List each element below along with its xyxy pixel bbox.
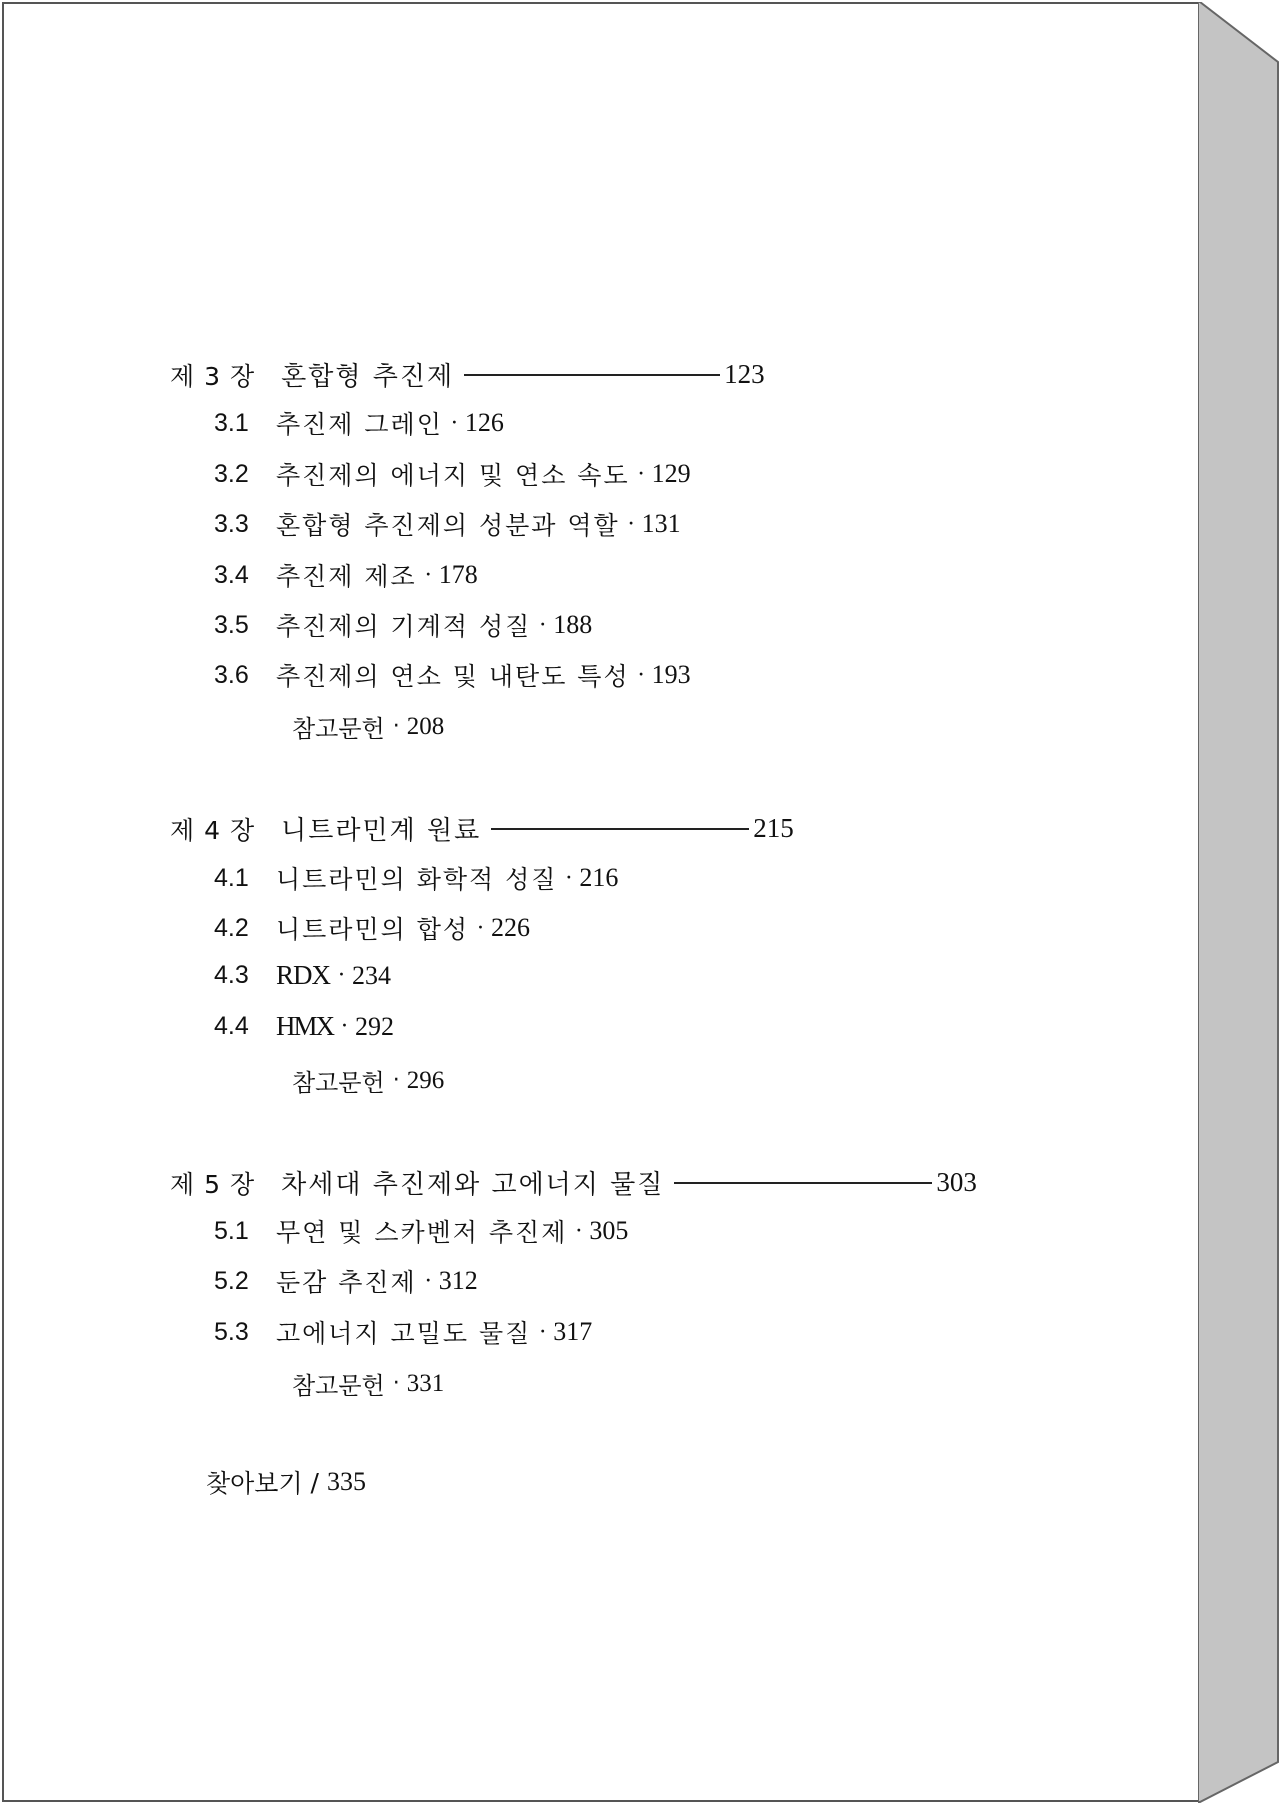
section-title: RDX — [276, 960, 331, 990]
dot-separator: · — [539, 612, 547, 638]
dot-separator: · — [392, 1068, 400, 1093]
section-number: 4.3 — [214, 961, 249, 989]
section-page: 188 — [553, 610, 593, 639]
section-title: 추진제 그레인 — [276, 410, 443, 439]
section-page: 131 — [641, 509, 681, 538]
section-5-3[interactable] — [214, 1314, 592, 1350]
section-number: 3.5 — [214, 610, 249, 639]
chapter-4-title: 니트라민계 원료 — [281, 816, 482, 846]
section-number: 5.1 — [214, 1216, 249, 1245]
chapter-3-prefix: 제 3 장 — [170, 361, 256, 391]
references-label: 참고문헌 — [292, 1372, 385, 1400]
section-4-3[interactable] — [214, 960, 391, 991]
section-5-1[interactable] — [214, 1213, 628, 1249]
section-number: 5.3 — [214, 1317, 249, 1346]
section-page: 317 — [553, 1317, 593, 1346]
section-page: 126 — [464, 408, 504, 437]
chapter-3-page: 123 — [724, 359, 765, 389]
references-page: 331 — [406, 1369, 445, 1397]
section-title: 추진제의 에너지 및 연소 속도 — [276, 461, 630, 490]
dot-separator: · — [575, 1218, 583, 1244]
section-3-5[interactable] — [214, 607, 592, 643]
section-title: 무연 및 스카벤저 추진제 — [276, 1218, 568, 1247]
section-4-1[interactable] — [214, 860, 618, 896]
section-number: 4.1 — [214, 863, 249, 892]
dot-separator: · — [341, 1014, 349, 1039]
section-5-2[interactable] — [214, 1263, 478, 1299]
references-label: 참고문헌 — [292, 715, 385, 743]
section-page: 292 — [355, 1011, 395, 1041]
dot-separator: · — [450, 410, 458, 436]
dot-separator: · — [637, 662, 645, 688]
references-label: 참고문헌 — [292, 1069, 385, 1097]
chapter-3-references[interactable] — [292, 709, 444, 744]
dot-separator: · — [477, 915, 484, 941]
section-page: 216 — [579, 863, 619, 892]
section-title: 고에너지 고밀도 물질 — [276, 1319, 532, 1348]
section-3-2[interactable] — [214, 456, 691, 492]
section-4-2[interactable] — [214, 910, 530, 946]
dot-separator: · — [424, 562, 432, 588]
leader-line — [674, 1182, 932, 1184]
dot-separator: · — [627, 511, 635, 537]
chapter-3-title: 혼합형 추진제 — [281, 362, 455, 392]
chapter-4-references[interactable] — [292, 1063, 444, 1098]
section-title: 추진제의 연소 및 내탄도 특성 — [276, 662, 630, 691]
section-number: 5.2 — [214, 1266, 249, 1295]
index-separator: / — [302, 1467, 327, 1497]
chapter-5-references[interactable] — [292, 1366, 444, 1401]
book-spine — [1198, 2, 1281, 1804]
references-page: 296 — [406, 1066, 445, 1094]
section-title: 니트라민의 화학적 성질 — [276, 865, 558, 894]
chapter-5-prefix: 제 5 장 — [170, 1169, 256, 1199]
section-number: 3.3 — [214, 509, 249, 538]
dot-separator: · — [424, 1268, 432, 1294]
leader-line — [491, 828, 749, 830]
section-3-3[interactable] — [214, 506, 681, 542]
section-title: 추진제 제조 — [276, 562, 417, 591]
chapter-4-heading[interactable] — [170, 810, 794, 847]
book-page — [2, 2, 1198, 1802]
dot-separator: · — [392, 714, 400, 739]
chapter-5-heading[interactable] — [170, 1164, 977, 1201]
chapter-5-title: 차세대 추진제와 고에너지 물질 — [281, 1170, 665, 1200]
leader-line — [464, 374, 720, 376]
section-page: 312 — [438, 1266, 478, 1295]
section-number: 3.1 — [214, 408, 249, 437]
section-3-1[interactable] — [214, 405, 504, 441]
dot-separator: · — [539, 1319, 547, 1345]
index-page: 335 — [326, 1467, 366, 1496]
index-label: 찾아보기 — [206, 1469, 303, 1498]
dot-separator: · — [392, 1371, 400, 1396]
section-number: 3.4 — [214, 560, 249, 589]
chapter-4-page: 215 — [753, 813, 794, 843]
dot-separator: · — [338, 963, 346, 988]
section-title: 혼합형 추진제의 성분과 역할 — [276, 511, 620, 540]
chapter-3-heading[interactable] — [170, 356, 765, 393]
section-page: 234 — [352, 960, 392, 990]
section-page: 129 — [651, 459, 691, 488]
dot-separator: · — [565, 865, 573, 891]
section-number: 4.4 — [214, 1012, 249, 1040]
chapter-5-page: 303 — [936, 1167, 977, 1197]
section-number: 3.2 — [214, 459, 249, 488]
section-number: 3.6 — [214, 660, 249, 689]
section-number: 4.2 — [214, 913, 249, 942]
references-page: 208 — [406, 712, 445, 740]
index-entry[interactable] — [206, 1464, 366, 1500]
section-title: HMX — [276, 1011, 334, 1041]
section-page: 305 — [589, 1216, 629, 1245]
section-3-4[interactable] — [214, 557, 478, 593]
chapter-4-prefix: 제 4 장 — [170, 815, 256, 845]
section-page: 178 — [438, 560, 478, 589]
section-page: 193 — [651, 660, 691, 689]
section-4-4[interactable] — [214, 1011, 394, 1042]
section-title: 둔감 추진제 — [276, 1268, 417, 1297]
section-3-6[interactable] — [214, 657, 691, 693]
dot-separator: · — [637, 461, 645, 487]
section-title: 니트라민의 합성 — [276, 915, 469, 944]
section-title: 추진제의 기계적 성질 — [276, 612, 532, 641]
section-page: 226 — [491, 913, 530, 942]
